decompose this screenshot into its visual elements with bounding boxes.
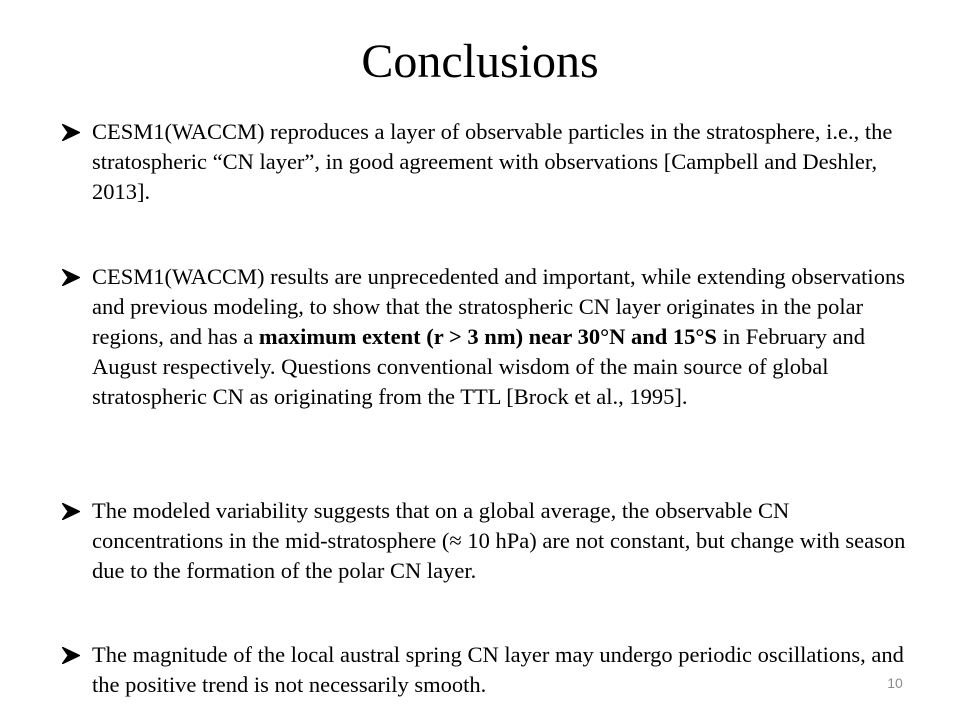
arrowhead-bullet-icon: [62, 503, 80, 520]
arrowhead-bullet-icon: [62, 647, 80, 664]
bullet-item-modeled-variability: [62, 496, 912, 586]
arrowhead-bullet-icon: [62, 124, 80, 141]
bullet-item-cn-layer-agreement: [62, 117, 912, 207]
bullet-text: The magnitude of the local austral spring CN layer may undergo periodic oscillations, and the positive trend is not necessarily smooth.: [92, 642, 904, 697]
slide-page-number: 10: [887, 675, 903, 691]
bullet-text: [92, 262, 912, 412]
bullet-text: CESM1(WACCM) reproduces a layer of observable particles in the stratosphere, i.e., the stratospheric “CN layer”, in good agreement with observations [Campbell and Deshler, 2013].: [92, 119, 893, 204]
bullet-item-polar-origin: [62, 262, 912, 412]
bullet-text: The modeled variability suggests that on a global average, the observable CN concentrations in the mid-stratosphere (≈ 10 hPa) are not constant, but change with season due to the formation of the polar CN layer.: [92, 498, 906, 583]
slide-title: Conclusions: [361, 35, 599, 88]
bullet-text-part: in February and August respectively. Questions conventional wisdom of the main source of global stratospheric CN as originating from the TTL [Brock et al., 1995].: [92, 324, 866, 409]
bullet-text-part: CESM1(WACCM) results are unprecedented and important, while extending observations and previous modeling, to show that the stratospheric CN layer originates in the polar regions, and has a: [92, 264, 905, 349]
bullet-item-periodic-oscillations: [62, 640, 912, 700]
bullet-text-bold: maximum extent (r > 3 nm) near 30°N and 15°S: [258, 324, 717, 349]
arrowhead-bullet-icon: [62, 269, 80, 286]
